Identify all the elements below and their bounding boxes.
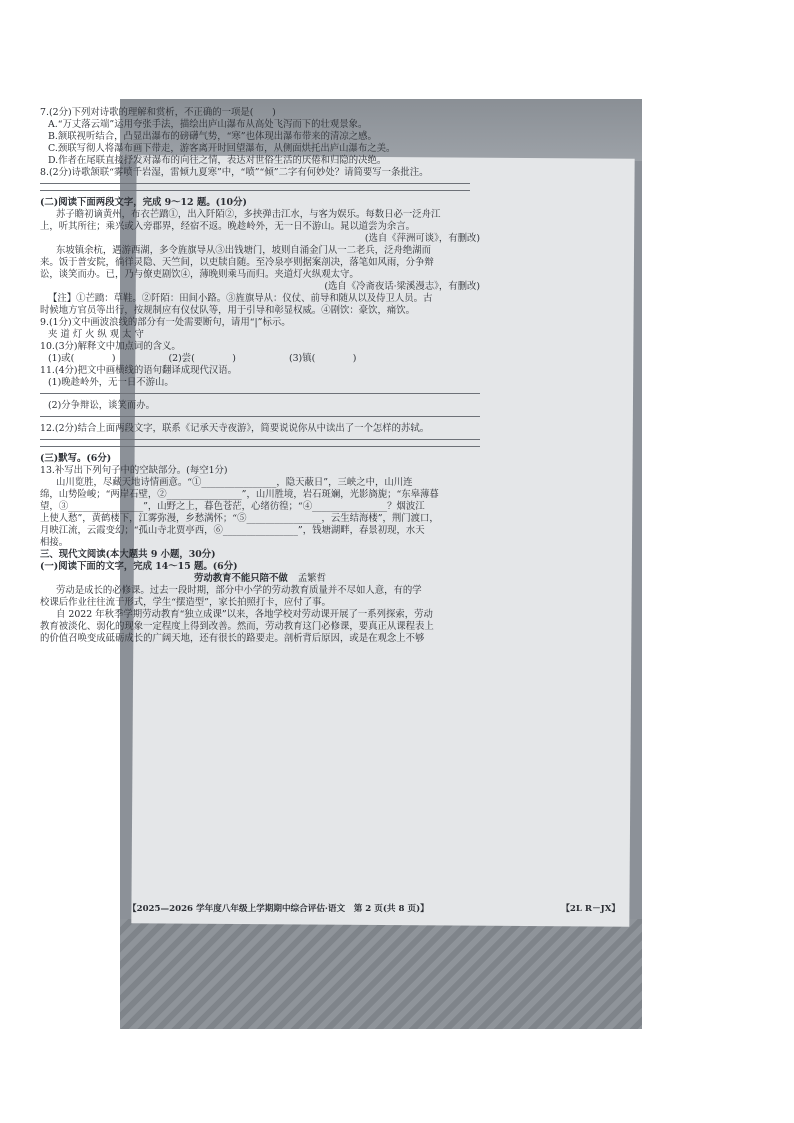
passage1-line: 上，听其所往；乘兴或入旁郡界，经宿不返。晚趁岭外，无一日不游山。晁以道尝为余言。 [40, 221, 416, 232]
q7-option-b: B.颔联视听结合，凸显出瀑布的磅礴气势，“寒”也体现出瀑布带来的清凉之感。 [48, 131, 377, 142]
answer-line [40, 183, 470, 184]
article-line: 的价值召唤变成砥砺成长的广阔天地，还有很长的路要走。剖析背后原因，或是在观念上不够 [40, 633, 425, 644]
q13-stem: 13.补写出下列句子中的空缺部分。(每空1分) [40, 465, 228, 476]
article-line: 劳动是成长的必修课。过去一段时期，部分中小学的劳动教育质量并不尽如人意，有的学 [56, 585, 422, 596]
q9-stem: 9.(1分)文中画波浪线的部分有一处需要断句，请用“|”标示。 [40, 317, 291, 328]
q10-item-2[interactable]: (2)尝( ) [168, 353, 236, 364]
article-line: 教育被淡化、弱化的现象一定程度上得到改善。然而，劳动教育这门必修课，要真正从课程表上 [40, 621, 434, 632]
q8-stem: 8.(2分)诗歌颔联“雾喷千岩湿，雷倾九夏寒”中，“喷”“倾”二字有何妙处？请简要写一条批注。 [40, 167, 429, 178]
q9-text: 夹 道 灯 火 纵 观 太 守 [48, 329, 144, 340]
q10-item-3[interactable]: (3)镇( ) [288, 353, 357, 364]
section2-heading: (二)阅读下面两段文字，完成 9～12 题。(10分) [40, 197, 247, 208]
q7-option-d: D.作者在尾联直接抒发对瀑布的向往之情，表达对世俗生活的厌倦和归隐的决绝。 [48, 155, 387, 166]
page-footer [128, 902, 620, 914]
q13-line: 山川览胜，尽藏天地诗情画意。“①________________，隐天蔽日”，三峡之中，山川连 [56, 477, 413, 488]
note-line: 时候地方官员等出行，按规制应有仪仗队等，用于引导和彰显权威。④剧饮：豪饮，痛饮。 [40, 305, 416, 316]
q7-stem: 7.(2分)下列对诗歌的理解和赏析，不正确的一项是( ) [40, 107, 276, 118]
q13-line: 相接。 [40, 537, 69, 548]
article-title [40, 573, 480, 585]
q13-line: 月映江流，云霞变幻；“孤山寺北贾亭西，⑥________________”，钱塘湖畔，春景初现，水天 [40, 525, 425, 536]
q11-stem: 11.(4分)把文中画横线的语句翻译成现代汉语。 [40, 365, 237, 376]
answer-line [40, 416, 480, 417]
q10-item-1[interactable]: (1)或( ) [48, 353, 116, 364]
q12-stem: 12.(2分)结合上面两段文字，联系《记承天寺夜游》，简要说说你从中读出了一个怎样的苏轼。 [40, 423, 430, 434]
q13-line: 绵，山势险峻；“两岸石壁，②________________”，山川胜境，岩石斑斓，光影旖旎；“东皋薄暮 [40, 489, 439, 500]
q13-line: 上使人愁”，黄鹤楼下，江雾弥漫，乡愁满怀；“⑤________________，云生结海楼”，荆门渡口， [40, 513, 439, 524]
q7-option-c: C.颈联写彻人将瀑布画下带走，游客离开时回望瀑布，从侧面烘托出庐山瀑布之美。 [48, 143, 396, 154]
answer-line [40, 190, 470, 191]
section3-heading: (三)默写。(6分) [40, 453, 112, 464]
page-content [40, 107, 520, 645]
passage2-line: 讼，谈笑而办。已，乃与僚吏剧饮④，薄晚则乘马而归。夹道灯火纵观太守。 [40, 269, 359, 280]
part3-subheading: (一)阅读下面的文字，完成 14～15 题。(6分) [40, 561, 238, 572]
q10-items [40, 353, 520, 365]
q11-item-2: (2)分争辩讼，谈笑而办。 [48, 400, 156, 411]
passage1-source: (选自《萍洲可谈》，有删改) [364, 233, 480, 244]
q13-line: 望，③________________”，山野之上，暮色苍茫，心绪彷徨；“④________________？烟波江 [40, 501, 425, 512]
q11-item-1: (1)晚趁岭外，无一日不游山。 [48, 377, 174, 388]
article-line: 校课后作业往往流于形式，学生“摆造型”，家长拍照打卡，应付了事。 [40, 597, 331, 608]
passage2-line: 东坡镇余杭，遇游西湖，多令旌旗导从③出钱塘门，坡则自涌金门从一二老兵，泛舟绝湖而 [56, 245, 432, 256]
background-cloth [120, 919, 642, 1029]
answer-line [40, 439, 480, 440]
part3-heading: 三、现代文阅读(本大题共 9 小题，30分) [40, 549, 216, 560]
footer-code: 【2L R－JX】 [561, 904, 620, 914]
note-line: 【注】①芒蹻：草鞋。②阡陌：田间小路。③旌旗导从：仪仗、前导和随从以及侍卫人员。古 [48, 293, 433, 304]
answer-line [40, 393, 480, 394]
article-title-text: 劳动教育不能只陪不做 [194, 573, 288, 584]
passage1-line: 苏子瞻初谪黄州，布衣芒蹻①，出入阡陌②，多挟弹击江水，与客为娱乐。每数日必一泛舟江 [56, 209, 441, 220]
article-line: 自 2022 年秋季学期劳动教育“独立成课”以来，各地学校对劳动课开展了一系列探索，劳动 [56, 609, 433, 620]
q7-option-a: A.“万丈落云端”运用夸张手法，描绘出庐山瀑布从高处飞泻而下的壮观景象。 [48, 119, 368, 130]
passage2-line: 来。饭于普安院，徜徉灵隐、天竺间，以吏牍自随。至冷泉亭则据案剖决，落笔如风雨，分争辩 [40, 257, 434, 268]
passage2-source: (选自《冷斋夜话·梁溪漫志》，有删改) [324, 281, 480, 292]
article-author: 孟繁哲 [297, 573, 326, 584]
footer-left: 【2025—2026 学年度八年级上学期期中综合评估·语文 第 2 页(共 8 页)】 [128, 904, 429, 914]
answer-line [40, 446, 480, 447]
q10-stem: 10.(3分)解释文中加点词的含义。 [40, 341, 181, 352]
